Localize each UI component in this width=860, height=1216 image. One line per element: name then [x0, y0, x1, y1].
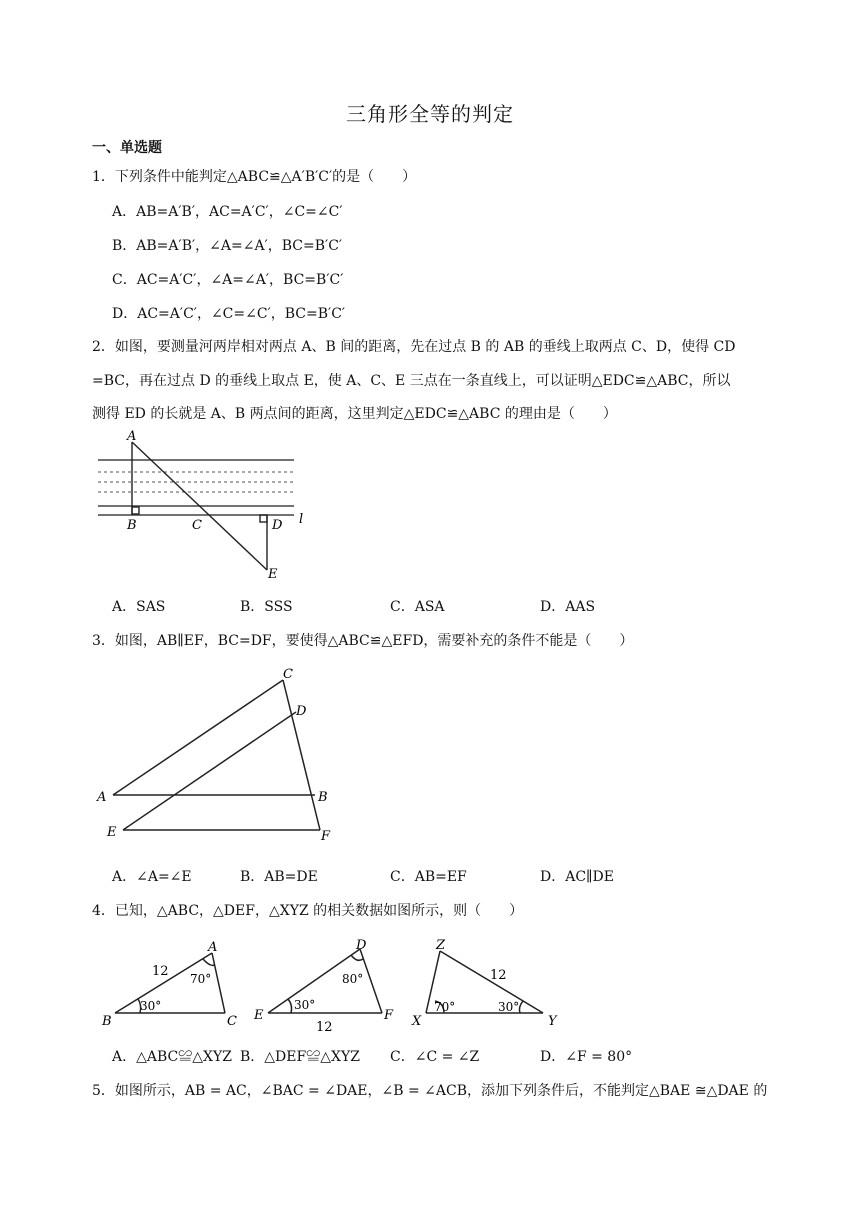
q4-triangle-def [252, 935, 402, 1035]
q1-option-b[interactable]: B．AB=A′B′，∠A=∠A′，BC=B′C′ [112, 238, 343, 254]
q1-option-d[interactable]: D．AC=A′C′，∠C=∠C′，BC=B′C′ [112, 306, 346, 322]
q4-side-ef: 12 [316, 1020, 333, 1035]
q4-label-z: Z [436, 938, 446, 953]
q4-triangle-abc [100, 935, 250, 1035]
q4-angle-a: 70° [190, 972, 212, 986]
q4-stem: 4．已知，△ABC，△DEF，△XYZ 的相关数据如图所示，则（ ） [92, 903, 524, 919]
q2-label-e: E [268, 567, 278, 582]
q4-label-b: B [102, 1014, 112, 1029]
q2-option-a[interactable]: A．SAS [112, 599, 166, 615]
q1-stem: 1．下列条件中能判定△ABC≌△A′B′C′的是（ ） [92, 169, 417, 185]
q3-stem: 3．如图，AB∥EF，BC=DF，要使得△ABC≌△EFD，需要补充的条件不能是（ ） [92, 633, 634, 649]
q1-option-a[interactable]: A．AB=A′B′，AC=A′C′，∠C=∠C′ [112, 204, 343, 220]
q3-option-d[interactable]: D．AC∥DE [540, 869, 614, 885]
q3-label-b: B [318, 790, 328, 805]
q2-option-b[interactable]: B．SSS [240, 599, 293, 615]
q2-stem-line2: =BC，再在过点 D 的垂线上取点 E，使 A、C、E 三点在一条直线上，可以证明△EDC≌△ABC，所以 [92, 373, 731, 389]
q4-side-zy: 12 [490, 968, 507, 983]
q2-stem-line1: 2．如图，要测量河两岸相对两点 A、B 间的距离，先在过点 B 的 AB 的垂线上取两点 C、D，使得 CD [92, 339, 736, 355]
q2-label-c: C [192, 518, 202, 533]
q3-figure [95, 660, 345, 845]
q4-angle-x: 70° [434, 1000, 456, 1014]
q2-label-d: D [272, 518, 283, 533]
q4-label-d: D [356, 938, 367, 953]
q1-option-c[interactable]: C．AC=A′C′，∠A=∠A′，BC=B′C′ [112, 272, 344, 288]
q4-option-a[interactable]: A．△ABC≌△XYZ [112, 1049, 232, 1065]
q4-angle-y: 30° [498, 1000, 520, 1014]
q5-stem: 5．如图所示，AB = AC，∠BAC = ∠DAE，∠B = ∠ACB，添加下列条件后，不能判定△BAE ≅△DAE 的 [92, 1083, 768, 1099]
q3-label-f: F [321, 829, 331, 844]
q4-option-c[interactable]: C．∠C = ∠Z [390, 1049, 480, 1065]
q4-triangle-xyz [408, 935, 568, 1035]
q3-label-a: A [97, 790, 107, 805]
page-title: 三角形全等的判定 [346, 102, 514, 126]
q4-label-x: X [412, 1014, 422, 1029]
q2-stem-line3: 测得 ED 的长就是 A、B 两点间的距离，这里判定△EDC≌△ABC 的理由是（ ） [92, 406, 617, 422]
q3-option-a[interactable]: A．∠A=∠E [112, 869, 192, 885]
q3-label-c: C [283, 667, 293, 682]
q2-river-figure [90, 430, 320, 585]
q3-option-b[interactable]: B．AB=DE [240, 869, 318, 885]
q4-option-d[interactable]: D．∠F = 80° [540, 1049, 633, 1065]
q4-angle-b: 30° [140, 999, 162, 1013]
section-heading: 一、单选题 [92, 140, 162, 156]
q4-angle-e: 30° [294, 998, 316, 1012]
q2-label-l: l [299, 512, 304, 527]
q4-side-ab: 12 [152, 964, 169, 979]
q2-option-c[interactable]: C．ASA [390, 599, 445, 615]
q4-angle-d: 80° [342, 972, 364, 986]
q3-label-e: E [107, 825, 117, 840]
q3-label-d: D [296, 704, 307, 719]
q4-label-c: C [227, 1014, 237, 1029]
q4-option-b[interactable]: B．△DEF≌△XYZ [240, 1049, 360, 1065]
q2-option-d[interactable]: D．AAS [540, 599, 596, 615]
q4-label-a: A [208, 940, 218, 955]
q2-label-a: A [127, 429, 137, 444]
q2-label-b: B [127, 518, 137, 533]
q4-label-e: E [254, 1008, 264, 1023]
q4-label-y: Y [548, 1014, 557, 1029]
q3-option-c[interactable]: C．AB=EF [390, 869, 467, 885]
q4-label-f: F [384, 1008, 394, 1023]
